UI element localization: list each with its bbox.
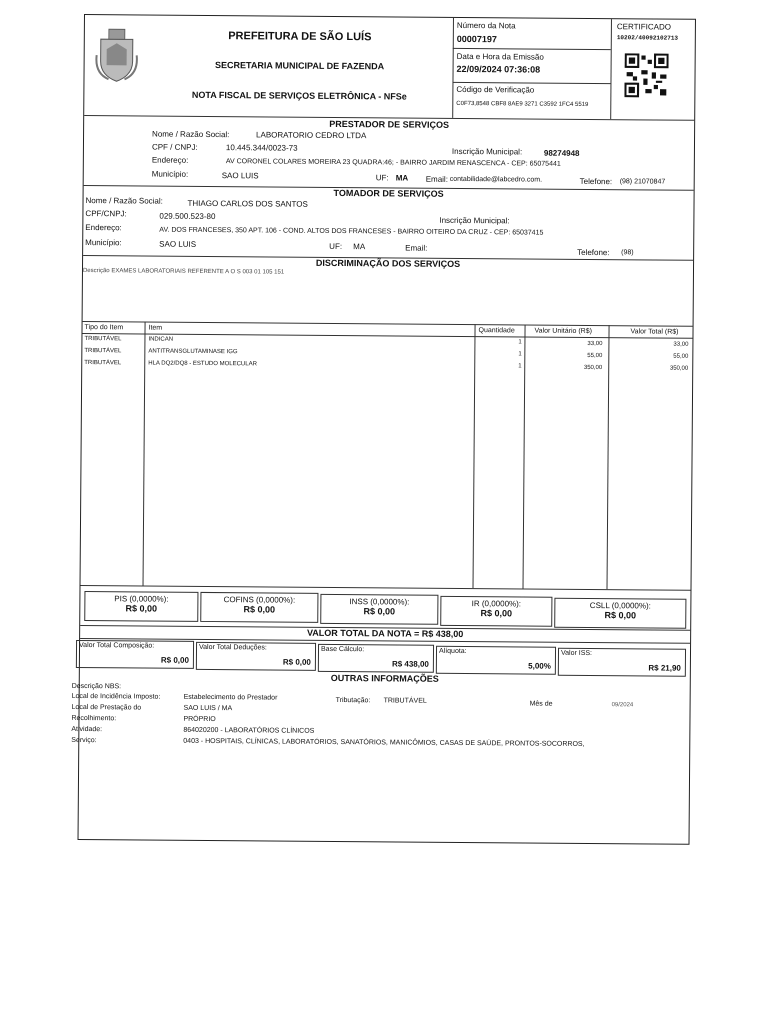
certificado-code: 10202/40092102713 bbox=[616, 34, 679, 42]
tax-csll-value: R$ 0,00 bbox=[604, 610, 637, 621]
outras-mes-label: Mês de bbox=[529, 700, 553, 708]
table-row-total: 33,00 bbox=[673, 341, 689, 348]
nfse-document bbox=[71, 14, 696, 845]
tax-pis-box bbox=[84, 591, 198, 622]
table-row-item: ANTITRANSGLUTAMINASE IGG bbox=[148, 348, 238, 356]
table-row-tipo: TRIBUTÁVEL bbox=[84, 348, 122, 355]
tomador-nome-label: Nome / Razão Social: bbox=[85, 196, 163, 206]
tomador-im-label: Inscrição Municipal: bbox=[439, 215, 510, 226]
verificacao-label: Código de Verificação bbox=[456, 84, 535, 95]
prestador-uf: MA bbox=[395, 173, 409, 183]
tax-ir-label: IR (0,0000%): bbox=[471, 599, 522, 609]
tomador-endereco: AV. DOS FRANCESES, 350 APT. 106 - COND. ALTOS DOS FRANCESES - BAIRRO OITEIRO DA CRUZ - CEP: 65037415 bbox=[159, 226, 544, 237]
nota-number: 00007197 bbox=[456, 33, 497, 45]
prestador-email: contabilidade@labcedro.com. bbox=[449, 175, 543, 184]
valor-total-nota: VALOR TOTAL DA NOTA = R$ 438,00 bbox=[306, 627, 464, 639]
outras-servico-value: 0403 - HOSPITAIS, CLÍNICAS, LABORATÓRIOS, SANATÓRIOS, MANICÔMIOS, CASAS DE SAÚDE, PRONTOS-SOCORROS, bbox=[183, 737, 585, 748]
table-row-tipo: TRIBUTÁVEL bbox=[84, 336, 122, 343]
calc-aliquota-value: 5,00% bbox=[528, 661, 551, 671]
outras-servico-label: Serviço: bbox=[71, 736, 97, 745]
outras-recolhimento-value: PRÓPRIO bbox=[183, 715, 216, 724]
outras-tributacao-label: Tributação: bbox=[335, 696, 371, 705]
tomador-endereco-label: Endereço: bbox=[85, 223, 122, 233]
outras-mes-value: 09/2024 bbox=[611, 702, 634, 709]
calc-iss-box bbox=[558, 648, 686, 677]
prestador-im-label: Inscrição Municipal: bbox=[451, 146, 523, 157]
prestador-im: 98274948 bbox=[543, 148, 580, 158]
tax-inss-box bbox=[320, 594, 438, 625]
tax-cofins-label: COFINS (0,0000%): bbox=[223, 595, 296, 605]
calc-aliquota-box bbox=[436, 646, 556, 675]
tax-inss-label: INSS (0,0000%): bbox=[349, 597, 410, 607]
outras-atividade-value: 864020200 - LABORATÓRIOS CLÍNICOS bbox=[183, 726, 315, 735]
document-type: NOTA FISCAL DE SERVIÇOS ELETRÔNICA - NFSe bbox=[191, 89, 407, 102]
tomador-section-title: TOMADOR DE SERVIÇOS bbox=[333, 187, 444, 199]
table-row-unit: 350,00 bbox=[583, 364, 603, 372]
tomador-email-label: Email: bbox=[405, 243, 428, 253]
calc-composicao-label: Valor Total Composição: bbox=[79, 641, 155, 650]
tomador-nome: THIAGO CARLOS DOS SANTOS bbox=[187, 198, 308, 209]
prestador-cnpj-label: CPF / CNPJ: bbox=[151, 142, 198, 152]
tax-pis-label: PIS (0,0000%): bbox=[114, 594, 169, 604]
calc-deducoes-label: Valor Total Deduções: bbox=[199, 643, 267, 652]
col-quantidade: Quantidade bbox=[478, 327, 515, 335]
tax-pis-value: R$ 0,00 bbox=[125, 603, 158, 614]
outras-prestacao-label: Local de Prestação do bbox=[71, 703, 142, 712]
discriminacao-descricao: Descrição EXAMES LABORATORIAIS REFERENTE A O S 003 01 105 151 bbox=[82, 268, 285, 276]
tax-csll-box bbox=[554, 598, 686, 629]
nota-label: Número da Nota bbox=[456, 20, 516, 31]
table-row-qtd: 1 bbox=[518, 351, 522, 358]
verificacao-code: C0F73,8548 CBF8 8AE9 3271 C3592 1FC4 5519 bbox=[456, 100, 589, 108]
tomador-uf-label: UF: bbox=[329, 241, 343, 252]
calc-iss-value: R$ 21,90 bbox=[648, 663, 681, 673]
prestador-nome-label: Nome / Razão Social: bbox=[152, 129, 230, 140]
outras-recolhimento-label: Recolhimento: bbox=[71, 714, 117, 723]
city-crest-icon bbox=[94, 25, 138, 85]
table-row-item: INDICAN bbox=[148, 336, 174, 343]
tomador-uf: MA bbox=[353, 242, 366, 252]
outras-incidencia-value: Estabelecimento do Prestador bbox=[183, 693, 278, 702]
calc-base-value: R$ 438,00 bbox=[391, 659, 429, 669]
table-row-total: 55,00 bbox=[673, 353, 689, 360]
col-valor-total: Valor Total (R$) bbox=[630, 328, 679, 336]
tomador-cnpj: 029.500.523-80 bbox=[159, 211, 216, 222]
prestador-endereco-label: Endereço: bbox=[151, 155, 189, 165]
tax-csll-label: CSLL (0,0000%): bbox=[589, 600, 651, 611]
table-row-qtd: 1 bbox=[518, 339, 522, 346]
tax-inss-value: R$ 0,00 bbox=[363, 606, 396, 617]
prestador-section-title: PRESTADOR DE SERVIÇOS bbox=[329, 118, 450, 130]
calc-composicao-box bbox=[76, 640, 194, 669]
qr-code-icon bbox=[624, 53, 668, 97]
outras-incidencia-label: Local de Incidência Imposto: bbox=[71, 692, 161, 701]
tax-ir-value: R$ 0,00 bbox=[480, 608, 513, 619]
tomador-municipio-label: Município: bbox=[85, 238, 122, 248]
prestador-cnpj: 10.445.344/0023-73 bbox=[225, 143, 298, 153]
tomador-telefone-label: Telefone: bbox=[577, 247, 610, 258]
tomador-municipio: SAO LUIS bbox=[159, 239, 197, 249]
emissao-label: Data e Hora da Emissão bbox=[456, 51, 544, 62]
outras-prestacao-value: SAO LUIS / MA bbox=[183, 704, 233, 713]
prestador-endereco: AV CORONEL COLARES MOREIRA 23 QUADRA:46; - BAIRRO JARDIM RENASCENCA - CEP: 65075441 bbox=[225, 158, 561, 168]
emissao-value: 22/09/2024 07:36:08 bbox=[456, 63, 541, 75]
tax-cofins-box bbox=[200, 592, 318, 623]
outras-atividade-label: Atividade: bbox=[71, 725, 103, 734]
prestador-telefone: (98) 21070847 bbox=[619, 178, 666, 186]
tomador-telefone: (98) bbox=[621, 249, 634, 257]
calc-composicao-value: R$ 0,00 bbox=[160, 655, 189, 665]
calc-deducoes-box bbox=[196, 642, 316, 671]
tax-ir-box bbox=[440, 596, 552, 627]
certificado-label: CERTIFICADO bbox=[616, 22, 672, 32]
prefeitura-title: PREFEITURA DE SÃO LUÍS bbox=[228, 30, 372, 44]
col-item: Item bbox=[148, 324, 163, 332]
calc-base-box bbox=[318, 644, 434, 673]
calc-aliquota-label: Alíquota: bbox=[438, 647, 467, 656]
table-row-item: HLA DQ2/DQ8 - ESTUDO MOLECULAR bbox=[148, 360, 257, 368]
outras-nbs-label: Descrição NBS: bbox=[71, 682, 122, 691]
calc-base-label: Base Cálculo: bbox=[320, 645, 365, 654]
col-tipo-item: Tipo do Item bbox=[84, 324, 124, 332]
prestador-email-label: Email: bbox=[425, 174, 448, 184]
prestador-municipio-label: Município: bbox=[151, 169, 189, 179]
calc-deducoes-value: R$ 0,00 bbox=[282, 657, 311, 667]
prestador-municipio: SAO LUIS bbox=[221, 171, 259, 181]
discriminacao-section-title: DISCRIMINAÇÃO DOS SERVIÇOS bbox=[315, 257, 461, 269]
prestador-nome: LABORATORIO CEDRO LTDA bbox=[256, 130, 367, 141]
col-valor-unitario: Valor Unitário (R$) bbox=[534, 327, 593, 335]
outras-tributacao-value: TRIBUTÁVEL bbox=[383, 697, 427, 705]
tomador-cnpj-label: CPF/CNPJ: bbox=[85, 209, 127, 219]
calc-iss-label: Valor ISS: bbox=[560, 649, 593, 658]
table-row-total: 350,00 bbox=[669, 365, 689, 372]
tax-cofins-value: R$ 0,00 bbox=[243, 604, 276, 615]
table-row-tipo: TRIBUTÁVEL bbox=[84, 360, 122, 367]
secretaria-subtitle: SECRETARIA MUNICIPAL DE FAZENDA bbox=[214, 60, 385, 72]
outras-section-title: OUTRAS INFORMAÇÕES bbox=[330, 672, 439, 684]
table-row-unit: 55,00 bbox=[587, 352, 603, 360]
table-row-qtd: 1 bbox=[518, 363, 522, 370]
table-row-unit: 33,00 bbox=[587, 340, 603, 348]
prestador-telefone-label: Telefone: bbox=[579, 176, 613, 187]
prestador-uf-label: UF: bbox=[375, 173, 389, 183]
